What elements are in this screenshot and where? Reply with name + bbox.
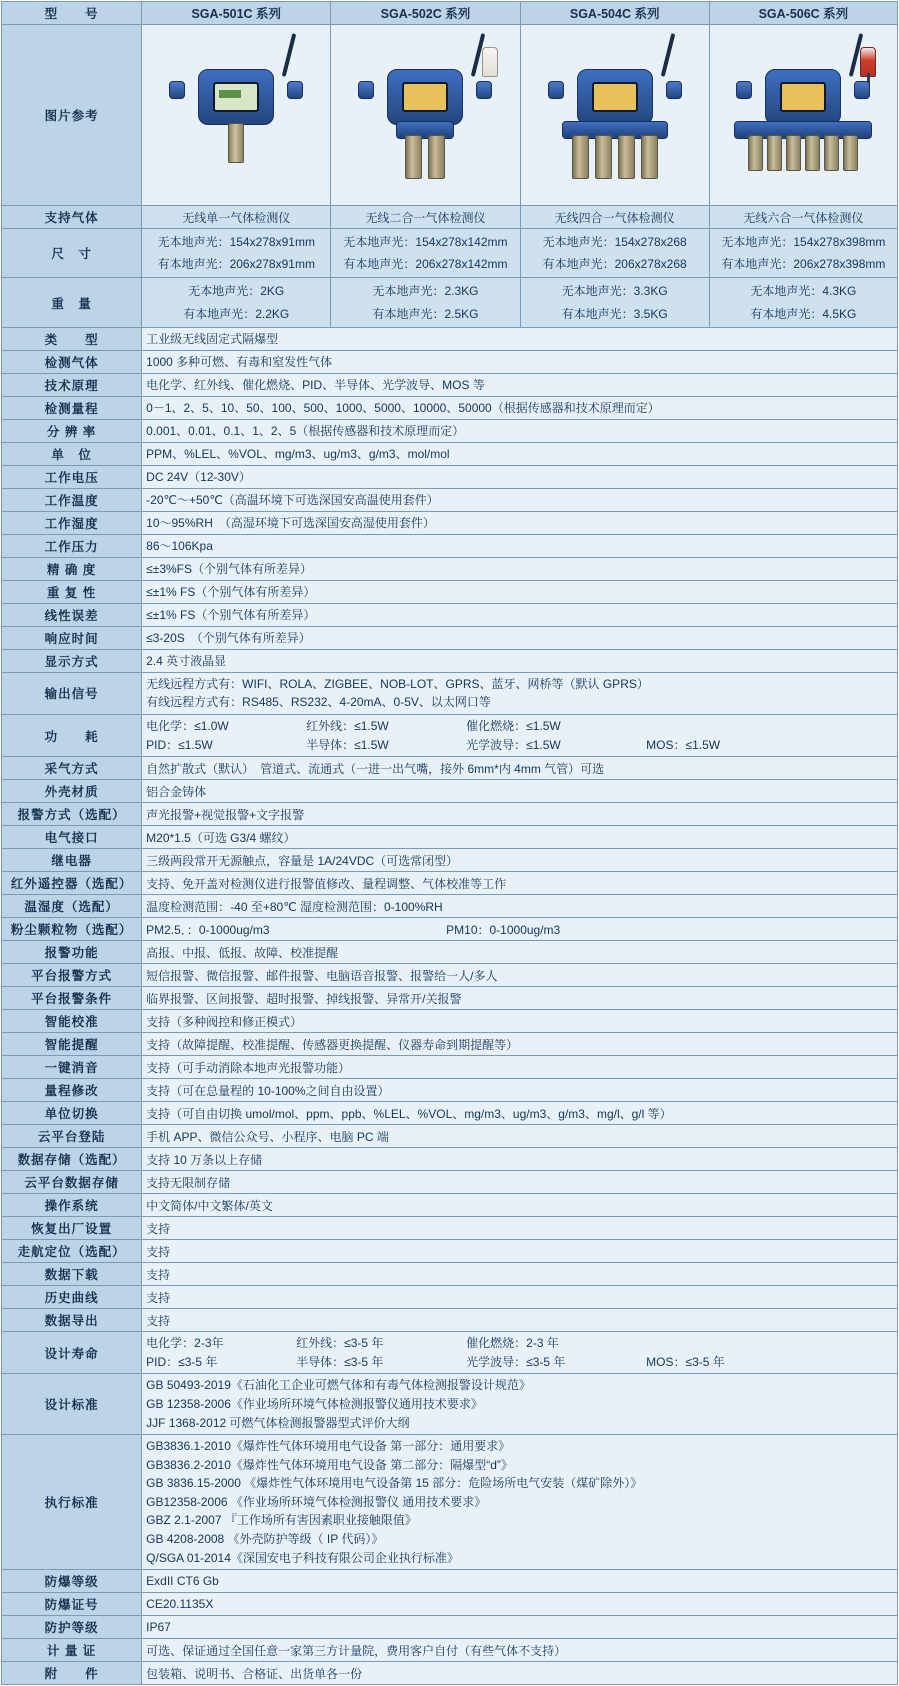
- detector-body: [198, 69, 274, 125]
- spec-rows-group-2: [2, 757, 898, 918]
- life-mos: MOS：≤3-5 年: [646, 1354, 725, 1369]
- row-value: 工业级无线固定式隔爆型: [142, 327, 898, 350]
- row-label-design-life: 设计寿命: [2, 1332, 142, 1374]
- power-semiconductor: 半导体：≤1.5W: [306, 737, 389, 752]
- row-value: IP67: [142, 1616, 898, 1639]
- row-label: 防爆证号: [2, 1593, 142, 1616]
- mount-bracket-left: [358, 81, 374, 99]
- row-value: 声光报警+视觉报警+文字报警: [142, 803, 898, 826]
- mount-bracket-left: [736, 81, 752, 99]
- table-row: [2, 849, 898, 872]
- standard-line: Q/SGA 01-2014《深国安电子科技有限公司企业执行标准》: [146, 1550, 459, 1565]
- row-value: 临界报警、区间报警、超时报警、掉线报警、异常开/关报警: [142, 987, 898, 1010]
- table-row: [2, 206, 898, 229]
- alarm-beacon-icon: [482, 47, 498, 77]
- dust-pm25: PM2.5．：0-1000ug/m3: [146, 922, 270, 937]
- table-row: [2, 1010, 898, 1033]
- row-label: 工作湿度: [2, 511, 142, 534]
- sensor-group: [405, 135, 445, 179]
- row-value: 铝合金铸体: [142, 780, 898, 803]
- row-value: M20*1.5（可选 G3/4 螺纹）: [142, 826, 898, 849]
- row-label: 智能提醒: [2, 1033, 142, 1056]
- row-label-model: 型 号: [2, 2, 142, 25]
- design-standard-value: [142, 1374, 898, 1435]
- row-value: 支持（多种阀控和修正模式）: [142, 1010, 898, 1033]
- row-label-exec-standard: 执行标准: [2, 1435, 142, 1570]
- sensor-probe: [618, 135, 635, 179]
- model-501c: SGA-501C 系列: [142, 2, 331, 25]
- size-502c: [331, 229, 520, 278]
- device-image-506c: [709, 25, 897, 206]
- row-value: 支持: [142, 1240, 898, 1263]
- device-image-501c: [142, 25, 331, 206]
- life-optical: 光学波导：≤3-5 年: [466, 1354, 566, 1369]
- row-value: 自然扩散式（默认） 管道式、流通式（一进一出气嘴，接外 6mm*内 4mm 气管）可选: [142, 757, 898, 780]
- row-label: 检测量程: [2, 396, 142, 419]
- weight-with-alarm: 有本地声光：4.5KG: [750, 306, 857, 321]
- table-row: [2, 1286, 898, 1309]
- device-illustration-quad: [526, 29, 704, 201]
- power-row-1: [146, 717, 893, 736]
- output-wireless: 无线远程方式有：WIFI、ROLA、ZIGBEE、NOB-LOT、GPRS、蓝牙、网桥等（默认 GPRS）: [146, 676, 649, 691]
- row-label: 采气方式: [2, 757, 142, 780]
- row-value: 支持: [142, 1286, 898, 1309]
- standard-line: GB 4208-2008 《外壳防护等级（ IP 代码）》: [146, 1532, 384, 1547]
- row-label-weight: 重 量: [2, 278, 142, 327]
- standard-line: GB 3836.15-2000 《爆炸性气体环境用电气设备第 15 部分：危险场所电气安装（煤矿除外）》: [146, 1476, 643, 1491]
- row-label-dust: 粉尘颗粒物（选配）: [2, 918, 142, 941]
- row-label: 响应时间: [2, 626, 142, 649]
- table-row: [2, 1570, 898, 1593]
- table-row: [2, 1194, 898, 1217]
- row-label: 单 位: [2, 442, 142, 465]
- row-value: DC 24V（12-30V）: [142, 465, 898, 488]
- table-row: [2, 672, 898, 714]
- life-infrared: 红外线：≤3-5 年: [296, 1336, 384, 1351]
- table-row: [2, 488, 898, 511]
- row-value: 支持无限制存储: [142, 1171, 898, 1194]
- sensor-probe: [748, 135, 763, 171]
- row-value: 支持（可自由切换 umol/mol、ppm、ppb、%LEL、%VOL、mg/m3、ug/m3、g/m3、mg/l、g/l 等）: [142, 1102, 898, 1125]
- row-value: 支持: [142, 1263, 898, 1286]
- power-mos: MOS：≤1.5W: [646, 737, 721, 752]
- weight-no-alarm: 无本地声光：4.3KG: [750, 284, 857, 299]
- sensor-probe: [786, 135, 801, 171]
- row-value: 可选、保证通过全国任意一家第三方计量院，费用客户自付（有些气体不支持）: [142, 1639, 898, 1662]
- row-label-size: 尺 寸: [2, 229, 142, 278]
- weight-no-alarm: 无本地声光：3.3KG: [561, 284, 668, 299]
- standard-line: JJF 1368-2012 可燃气体检测报警器型式评价大纲: [146, 1415, 410, 1430]
- table-row: [2, 1148, 898, 1171]
- display-screen: [780, 82, 826, 112]
- table-row: [2, 714, 898, 756]
- row-value: -20℃～+50℃（高温环境下可选深国安高温使用套件）: [142, 488, 898, 511]
- display-screen: [402, 82, 448, 112]
- row-value: ≤3-20S （个别气体有所差异）: [142, 626, 898, 649]
- row-label: 平台报警条件: [2, 987, 142, 1010]
- table-row: [2, 1332, 898, 1374]
- table-row: [2, 1079, 898, 1102]
- table-row: [2, 603, 898, 626]
- device-image-502c: [331, 25, 520, 206]
- table-row: [2, 580, 898, 603]
- mount-bracket-left: [548, 81, 564, 99]
- size-with-alarm: 有本地声光：206x278x398mm: [721, 257, 886, 272]
- sensor-probe: [767, 135, 782, 171]
- table-row: [2, 1056, 898, 1079]
- row-label-output: 输出信号: [2, 672, 142, 714]
- row-label: 智能校准: [2, 1010, 142, 1033]
- spec-rows-group-1: [2, 327, 898, 672]
- size-504c: [520, 229, 709, 278]
- table-row: [2, 2, 898, 25]
- row-label: 平台报警方式: [2, 964, 142, 987]
- row-value: ≤±1% FS（个别气体有所差异）: [142, 580, 898, 603]
- table-row: [2, 872, 898, 895]
- row-value: PPM、%LEL、%VOL、mg/m3、ug/m3、g/m3、mol/mol: [142, 442, 898, 465]
- weight-502c: [331, 278, 520, 327]
- row-label: 防爆等级: [2, 1570, 142, 1593]
- row-label: 云平台登陆: [2, 1125, 142, 1148]
- table-row: [2, 419, 898, 442]
- life-row-1: [146, 1334, 893, 1353]
- table-row: [2, 987, 898, 1010]
- life-pid: PID：≤3-5 年: [146, 1354, 218, 1369]
- table-row: [2, 229, 898, 278]
- sensor-probe: [405, 135, 422, 179]
- weight-with-alarm: 有本地声光：3.5KG: [561, 306, 668, 321]
- row-label: 红外遥控器（选配）: [2, 872, 142, 895]
- table-row: [2, 941, 898, 964]
- row-value: 支持: [142, 1309, 898, 1332]
- life-electrochemical: 电化学：2-3年: [146, 1336, 224, 1351]
- row-label: 量程修改: [2, 1079, 142, 1102]
- design-life-value: [142, 1332, 898, 1374]
- sensor-probe: [228, 123, 244, 163]
- standard-line: GB3836.2-2010《爆炸性气体环境用电气设备 第二部分：隔爆型“d”》: [146, 1457, 513, 1472]
- sensor-group: [748, 135, 858, 171]
- size-with-alarm: 有本地声光：206x278x142mm: [343, 257, 508, 272]
- size-506c: [709, 229, 897, 278]
- detector-body: [387, 69, 463, 125]
- row-label: 报警功能: [2, 941, 142, 964]
- dust-pm10: PM10：0-1000ug/m3: [446, 922, 561, 937]
- life-row-2: [146, 1353, 893, 1372]
- table-row: [2, 396, 898, 419]
- table-row: [2, 626, 898, 649]
- row-label: 工作温度: [2, 488, 142, 511]
- mount-bracket-right: [666, 81, 682, 99]
- sensor-probe: [843, 135, 858, 171]
- table-row: [2, 803, 898, 826]
- power-infrared: 红外线：≤1.5W: [306, 718, 389, 733]
- table-row: [2, 1263, 898, 1286]
- gas-support-501c: 无线单一气体检测仪: [142, 206, 331, 229]
- standard-line: GBZ 2.1-2007 『工作场所有害因素职业接触限值》: [146, 1513, 417, 1528]
- mount-bracket-right: [287, 81, 303, 99]
- row-value: 短信报警、微信报警、邮件报警、电脑语音报警、报警给一人/多人: [142, 964, 898, 987]
- power-catalytic: 催化燃烧：≤1.5W: [466, 718, 561, 733]
- row-label: 附 件: [2, 1662, 142, 1685]
- size-no-alarm: 无本地声光：154x278x268: [542, 235, 687, 249]
- row-value: 包装箱、说明书、合格证、出货单各一份: [142, 1662, 898, 1685]
- table-row: [2, 780, 898, 803]
- table-row: [2, 278, 898, 327]
- table-row: [2, 1240, 898, 1263]
- weight-504c: [520, 278, 709, 327]
- row-label: 操作系统: [2, 1194, 142, 1217]
- dust-value: [142, 918, 898, 941]
- gas-support-504c: 无线四合一气体检测仪: [520, 206, 709, 229]
- row-label-design-standard: 设计标准: [2, 1374, 142, 1435]
- row-value: 支持（故障提醒、校准提醒、传感器更换提醒、仪器寿命到期提醒等）: [142, 1033, 898, 1056]
- mount-bracket-left: [169, 81, 185, 99]
- row-label: 温湿度（选配）: [2, 895, 142, 918]
- table-row: [2, 757, 898, 780]
- row-label: 数据存储（选配）: [2, 1148, 142, 1171]
- row-label-picture: 图片参考: [2, 25, 142, 206]
- table-row: [2, 465, 898, 488]
- sensor-probe: [824, 135, 839, 171]
- device-illustration-dual: [336, 29, 514, 201]
- table-row: [2, 1593, 898, 1616]
- row-label-gas-support: 支持气体: [2, 206, 142, 229]
- row-label: 计 量 证: [2, 1639, 142, 1662]
- row-label: 恢复出厂设置: [2, 1217, 142, 1240]
- standard-line: GB 50493-2019《石油化工企业可燃气体和有毒气体检测报警设计规范》: [146, 1378, 531, 1393]
- row-value: 三级两段常开无源触点，容量是 1A/24VDC（可选常闭型）: [142, 849, 898, 872]
- size-with-alarm: 有本地声光：206x278x268: [542, 257, 687, 272]
- mount-bracket-right: [476, 81, 492, 99]
- sensor-probe: [428, 135, 445, 179]
- sensor-probe: [595, 135, 612, 179]
- table-row: [2, 1374, 898, 1435]
- row-value: 86～106Kpa: [142, 534, 898, 557]
- row-label: 精 确 度: [2, 557, 142, 580]
- display-screen: [592, 82, 638, 112]
- antenna-icon: [660, 33, 675, 77]
- table-row: [2, 895, 898, 918]
- gas-support-502c: 无线二合一气体检测仪: [331, 206, 520, 229]
- row-value: ≤±3%FS（个别气体有所差异）: [142, 557, 898, 580]
- row-label: 工作压力: [2, 534, 142, 557]
- device-illustration-hex: [714, 29, 892, 201]
- table-row: [2, 1033, 898, 1056]
- row-value: ≤±1% FS（个别气体有所差异）: [142, 603, 898, 626]
- table-row: [2, 649, 898, 672]
- row-value: 0.001、0.01、0.1、1、2、5（根据传感器和技术原理而定）: [142, 419, 898, 442]
- weight-506c: [709, 278, 897, 327]
- row-label: 分 辨 率: [2, 419, 142, 442]
- size-501c: [142, 229, 331, 278]
- row-label: 电气接口: [2, 826, 142, 849]
- power-consumption-value: [142, 714, 898, 756]
- life-catalytic: 催化燃烧：2-3 年: [466, 1336, 559, 1351]
- table-row: [2, 1435, 898, 1570]
- row-value: 手机 APP、微信公众号、小程序、电脑 PC 端: [142, 1125, 898, 1148]
- detector-body: [765, 69, 841, 125]
- power-pid: PID：≤1.5W: [146, 737, 213, 752]
- row-label: 重 复 性: [2, 580, 142, 603]
- size-no-alarm: 无本地声光：154x278x142mm: [343, 235, 508, 249]
- row-value: 1000 多种可燃、有毒和窒发性气体: [142, 350, 898, 373]
- row-label: 数据导出: [2, 1309, 142, 1332]
- row-label: 报警方式（选配）: [2, 803, 142, 826]
- row-label: 类 型: [2, 327, 142, 350]
- row-label: 单位切换: [2, 1102, 142, 1125]
- model-502c: SGA-502C 系列: [331, 2, 520, 25]
- row-label-power: 功 耗: [2, 714, 142, 756]
- row-value: 支持: [142, 1217, 898, 1240]
- model-506c: SGA-506C 系列: [709, 2, 897, 25]
- standard-line: GB12358-2006 《作业场所环境气体检测报警仪 通用技术要求》: [146, 1494, 487, 1509]
- detector-body: [577, 69, 653, 125]
- row-label: 云平台数据存储: [2, 1171, 142, 1194]
- sensor-probe: [805, 135, 820, 171]
- specification-table: [1, 1, 898, 1685]
- sensor-probe: [572, 135, 589, 179]
- weight-no-alarm: 无本地声光：2.3KG: [372, 284, 479, 299]
- row-value: 支持（可在总量程的 10-100%之间自由设置）: [142, 1079, 898, 1102]
- row-value: 10～95%RH （高湿环境下可选深国安高湿使用套件）: [142, 511, 898, 534]
- table-row: [2, 918, 898, 941]
- power-electrochemical: 电化学：≤1.0W: [146, 718, 229, 733]
- row-label: 走航定位（选配）: [2, 1240, 142, 1263]
- output-wired: 有线远程方式有：RS485、RS232、4-20mA、0-5V、以太网口等: [146, 695, 491, 710]
- table-row: [2, 25, 898, 206]
- row-label: 检测气体: [2, 350, 142, 373]
- model-504c: SGA-504C 系列: [520, 2, 709, 25]
- table-row: [2, 350, 898, 373]
- size-with-alarm: 有本地声光：206x278x91mm: [157, 257, 315, 272]
- table-row: [2, 1309, 898, 1332]
- size-no-alarm: 无本地声光：154x278x91mm: [157, 235, 315, 249]
- size-no-alarm: 无本地声光：154x278x398mm: [721, 235, 886, 249]
- antenna-icon: [282, 33, 297, 77]
- row-value: CE20.1135X: [142, 1593, 898, 1616]
- table-row: [2, 1102, 898, 1125]
- table-row: [2, 1662, 898, 1685]
- table-row: [2, 1217, 898, 1240]
- power-row-2: [146, 736, 893, 755]
- row-value: 高报、中报、低报、故障、校准提醒: [142, 941, 898, 964]
- row-label: 外壳材质: [2, 780, 142, 803]
- output-signal-value: [142, 672, 898, 714]
- standard-line: GB 12358-2006《作业场所环境气体检测报警仪通用技术要求》: [146, 1396, 483, 1411]
- mount-bracket-right: [854, 81, 870, 99]
- life-semiconductor: 半导体：≤3-5 年: [296, 1354, 384, 1369]
- sensor-group: [572, 135, 658, 179]
- row-label: 历史曲线: [2, 1286, 142, 1309]
- standard-line: GB3836.1-2010《爆炸性气体环境用电气设备 第一部分：通用要求》: [146, 1439, 511, 1454]
- row-value: 支持 10 万条以上存储: [142, 1148, 898, 1171]
- device-image-504c: [520, 25, 709, 206]
- table-row: [2, 1171, 898, 1194]
- table-row: [2, 373, 898, 396]
- row-value: 温度检测范围：-40 至+80℃ 湿度检测范围：0-100%RH: [142, 895, 898, 918]
- row-label: 显示方式: [2, 649, 142, 672]
- spec-rows-group-3: [2, 941, 898, 1332]
- row-label: 技术原理: [2, 373, 142, 396]
- row-value: 支持、免开盖对检测仪进行报警值修改、量程调整、气体校准等工作: [142, 872, 898, 895]
- table-row: [2, 557, 898, 580]
- row-label: 继电器: [2, 849, 142, 872]
- device-illustration-single: [147, 29, 325, 201]
- power-optical: 光学波导：≤1.5W: [466, 737, 561, 752]
- weight-with-alarm: 有本地声光：2.5KG: [372, 306, 479, 321]
- table-row: [2, 327, 898, 350]
- row-label: 数据下载: [2, 1263, 142, 1286]
- row-value: 电化学、红外线、催化燃烧、PID、半导体、光学波导、MOS 等: [142, 373, 898, 396]
- exec-standard-value: [142, 1435, 898, 1570]
- weight-with-alarm: 有本地声光：2.2KG: [183, 306, 290, 321]
- table-row: [2, 1616, 898, 1639]
- row-value: 中文简体/中文繁体/英文: [142, 1194, 898, 1217]
- table-row: [2, 964, 898, 987]
- row-value: ExdII CT6 Gb: [142, 1570, 898, 1593]
- row-label: 一键消音: [2, 1056, 142, 1079]
- table-row: [2, 826, 898, 849]
- row-label: 工作电压: [2, 465, 142, 488]
- table-row: [2, 1125, 898, 1148]
- row-label: 线性误差: [2, 603, 142, 626]
- spec-rows-group-4: [2, 1570, 898, 1685]
- row-value: 0－1、2、5、10、50、100、500、1000、5000、10000、50000（根据传感器和技术原理而定）: [142, 396, 898, 419]
- table-row: [2, 534, 898, 557]
- table-row: [2, 442, 898, 465]
- weight-501c: [142, 278, 331, 327]
- table-row: [2, 1639, 898, 1662]
- display-screen: [213, 82, 259, 112]
- row-value: 2.4 英寸液晶显: [142, 649, 898, 672]
- table-row: [2, 511, 898, 534]
- weight-no-alarm: 无本地声光：2KG: [188, 284, 285, 299]
- row-value: 支持（可手动消除本地声光报警功能）: [142, 1056, 898, 1079]
- row-label: 防护等级: [2, 1616, 142, 1639]
- sensor-probe: [641, 135, 658, 179]
- gas-support-506c: 无线六合一气体检测仪: [709, 206, 897, 229]
